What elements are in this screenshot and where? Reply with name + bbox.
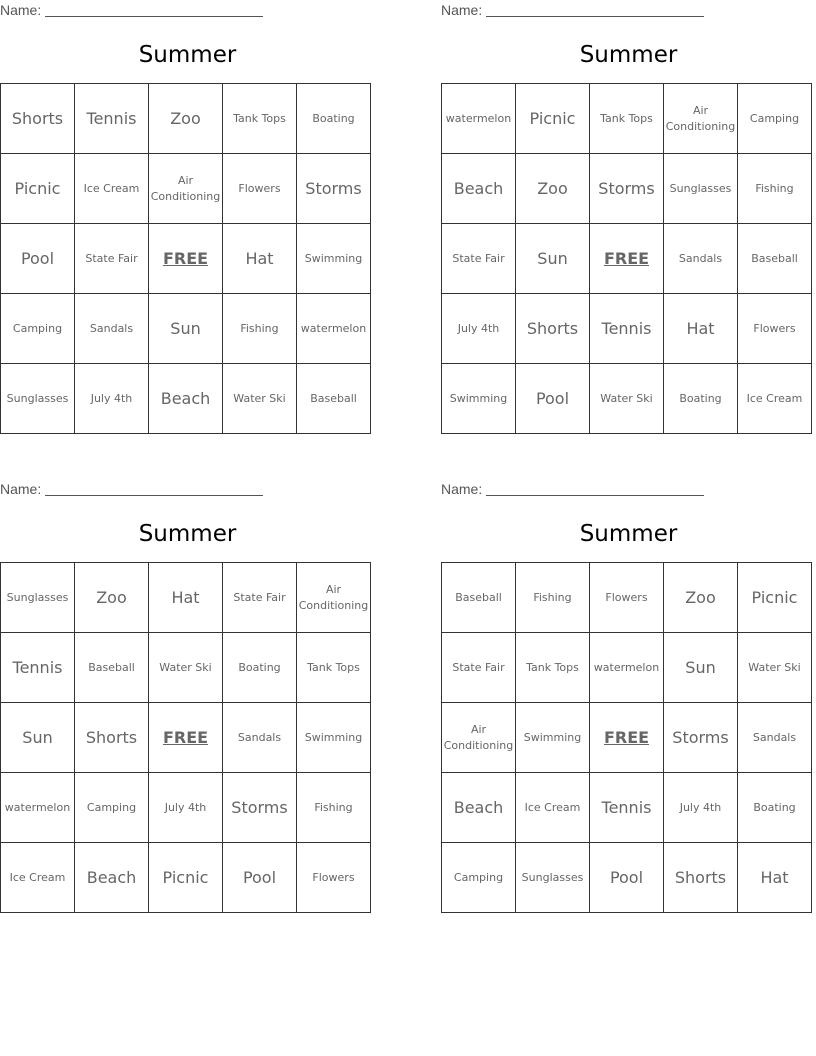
bingo-cell: Tennis — [590, 294, 664, 364]
bingo-cell: Tank Tops — [590, 84, 664, 154]
bingo-cell: Sunglasses — [1, 563, 75, 633]
bingo-cell: Camping — [1, 294, 75, 364]
name-row — [0, 481, 375, 499]
bingo-cell: Sandals — [75, 294, 149, 364]
bingo-cell: Tank Tops — [516, 633, 590, 703]
bingo-cell: Baseball — [738, 224, 812, 294]
bingo-cell: Storms — [223, 773, 297, 843]
bingo-cell: Shorts — [664, 843, 738, 913]
bingo-cell: Pool — [516, 364, 590, 434]
bingo-row — [442, 703, 812, 773]
bingo-cell: Tennis — [590, 773, 664, 843]
bingo-cell: Storms — [297, 154, 371, 224]
bingo-cell: watermelon — [297, 294, 371, 364]
bingo-cell: Water Ski — [223, 364, 297, 434]
bingo-cell: State Fair — [75, 224, 149, 294]
bingo-cell: Tennis — [75, 84, 149, 154]
bingo-card-1 — [0, 0, 375, 440]
bingo-cell: Ice Cream — [1, 843, 75, 913]
bingo-cell: Hat — [149, 563, 223, 633]
bingo-cell: Pool — [1, 224, 75, 294]
bingo-cell: Camping — [442, 843, 516, 913]
bingo-cell: Water Ski — [590, 364, 664, 434]
bingo-cell: Tank Tops — [297, 633, 371, 703]
bingo-row — [442, 364, 812, 434]
bingo-cell: Beach — [442, 773, 516, 843]
bingo-cell: Beach — [75, 843, 149, 913]
bingo-cell: watermelon — [1, 773, 75, 843]
free-space-cell: FREE — [590, 224, 664, 294]
bingo-cell: Air Conditioning — [442, 703, 516, 773]
bingo-cell: Ice Cream — [75, 154, 149, 224]
bingo-cell: Boating — [297, 84, 371, 154]
bingo-cell: Sunglasses — [1, 364, 75, 434]
bingo-cell: Flowers — [738, 294, 812, 364]
name-blank-line — [486, 16, 704, 17]
bingo-cell: Ice Cream — [516, 773, 590, 843]
name-row — [441, 481, 816, 499]
bingo-cell: Sunglasses — [516, 843, 590, 913]
bingo-cell: Tank Tops — [223, 84, 297, 154]
name-blank-line — [45, 16, 263, 17]
bingo-cell: Picnic — [516, 84, 590, 154]
bingo-cell: Baseball — [75, 633, 149, 703]
bingo-cell: State Fair — [442, 633, 516, 703]
name-blank-line — [486, 495, 704, 496]
bingo-cell: Beach — [149, 364, 223, 434]
card-title: Summer — [138, 42, 237, 68]
bingo-cell: Fishing — [738, 154, 812, 224]
bingo-cell: Hat — [664, 294, 738, 364]
bingo-row — [1, 364, 371, 434]
bingo-cell: Flowers — [223, 154, 297, 224]
card-title: Summer — [579, 42, 678, 68]
name-label: Name: — [0, 481, 42, 497]
bingo-row — [442, 773, 812, 843]
bingo-cell: Air Conditioning — [664, 84, 738, 154]
bingo-cell: Air Conditioning — [149, 154, 223, 224]
bingo-row — [442, 563, 812, 633]
bingo-grid — [0, 83, 371, 434]
bingo-cell: Flowers — [590, 563, 664, 633]
name-row — [0, 2, 375, 20]
bingo-cell: Sandals — [738, 703, 812, 773]
bingo-cell: Sun — [1, 703, 75, 773]
name-label: Name: — [441, 481, 483, 497]
bingo-cell: Hat — [223, 224, 297, 294]
bingo-cell: Swimming — [442, 364, 516, 434]
bingo-cell: Camping — [738, 84, 812, 154]
free-space-cell: FREE — [149, 703, 223, 773]
bingo-cell: Camping — [75, 773, 149, 843]
bingo-cell: Fishing — [297, 773, 371, 843]
bingo-row — [1, 703, 371, 773]
bingo-cell: Swimming — [297, 224, 371, 294]
bingo-cell: Sun — [516, 224, 590, 294]
bingo-card-3 — [0, 479, 375, 919]
bingo-cell: Boating — [223, 633, 297, 703]
bingo-cell: Tennis — [1, 633, 75, 703]
bingo-row — [1, 224, 371, 294]
bingo-cell: Sunglasses — [664, 154, 738, 224]
bingo-row — [1, 294, 371, 364]
bingo-cell: watermelon — [442, 84, 516, 154]
bingo-cell: Storms — [664, 703, 738, 773]
bingo-cell: July 4th — [664, 773, 738, 843]
name-row — [441, 2, 816, 20]
bingo-row — [442, 224, 812, 294]
bingo-cell: Fishing — [223, 294, 297, 364]
bingo-cell: State Fair — [223, 563, 297, 633]
bingo-cell: July 4th — [442, 294, 516, 364]
bingo-cell: Picnic — [149, 843, 223, 913]
bingo-cell: Swimming — [516, 703, 590, 773]
card-title: Summer — [579, 521, 678, 547]
bingo-cell: Water Ski — [149, 633, 223, 703]
bingo-grid — [441, 83, 812, 434]
bingo-cell: Picnic — [1, 154, 75, 224]
bingo-cell: watermelon — [590, 633, 664, 703]
bingo-cell: Fishing — [516, 563, 590, 633]
bingo-cell: Beach — [442, 154, 516, 224]
bingo-cell: Shorts — [1, 84, 75, 154]
bingo-row — [442, 633, 812, 703]
bingo-row — [442, 84, 812, 154]
bingo-cell: Air Conditioning — [297, 563, 371, 633]
bingo-card-2 — [441, 0, 816, 440]
bingo-cell: Picnic — [738, 563, 812, 633]
bingo-row — [1, 84, 371, 154]
bingo-cell: Baseball — [442, 563, 516, 633]
name-label: Name: — [441, 2, 483, 18]
bingo-cell: Boating — [738, 773, 812, 843]
bingo-grid — [441, 562, 812, 913]
bingo-cell: Boating — [664, 364, 738, 434]
bingo-cell: July 4th — [75, 364, 149, 434]
free-space-cell: FREE — [590, 703, 664, 773]
bingo-cell: Pool — [223, 843, 297, 913]
bingo-row — [442, 154, 812, 224]
bingo-cell: Shorts — [75, 703, 149, 773]
name-label: Name: — [0, 2, 42, 18]
bingo-row — [1, 563, 371, 633]
bingo-cell: Ice Cream — [738, 364, 812, 434]
bingo-cell: Water Ski — [738, 633, 812, 703]
bingo-grid — [0, 562, 371, 913]
bingo-cell: Shorts — [516, 294, 590, 364]
bingo-cell: Zoo — [516, 154, 590, 224]
free-space-cell: FREE — [149, 224, 223, 294]
bingo-cell: Sun — [664, 633, 738, 703]
bingo-cell: Flowers — [297, 843, 371, 913]
bingo-cell: State Fair — [442, 224, 516, 294]
bingo-card-4 — [441, 479, 816, 919]
card-title: Summer — [138, 521, 237, 547]
bingo-row — [1, 773, 371, 843]
bingo-row — [1, 633, 371, 703]
bingo-cell: Hat — [738, 843, 812, 913]
bingo-row — [1, 843, 371, 913]
bingo-cell: Swimming — [297, 703, 371, 773]
name-blank-line — [45, 495, 263, 496]
bingo-cell: Sun — [149, 294, 223, 364]
bingo-cell: Zoo — [149, 84, 223, 154]
bingo-row — [1, 154, 371, 224]
bingo-cell: Sandals — [223, 703, 297, 773]
bingo-cell: July 4th — [149, 773, 223, 843]
bingo-cell: Pool — [590, 843, 664, 913]
bingo-cell: Storms — [590, 154, 664, 224]
bingo-row — [442, 843, 812, 913]
bingo-cell: Sandals — [664, 224, 738, 294]
bingo-cell: Zoo — [75, 563, 149, 633]
bingo-row — [442, 294, 812, 364]
bingo-cell: Baseball — [297, 364, 371, 434]
bingo-cell: Zoo — [664, 563, 738, 633]
